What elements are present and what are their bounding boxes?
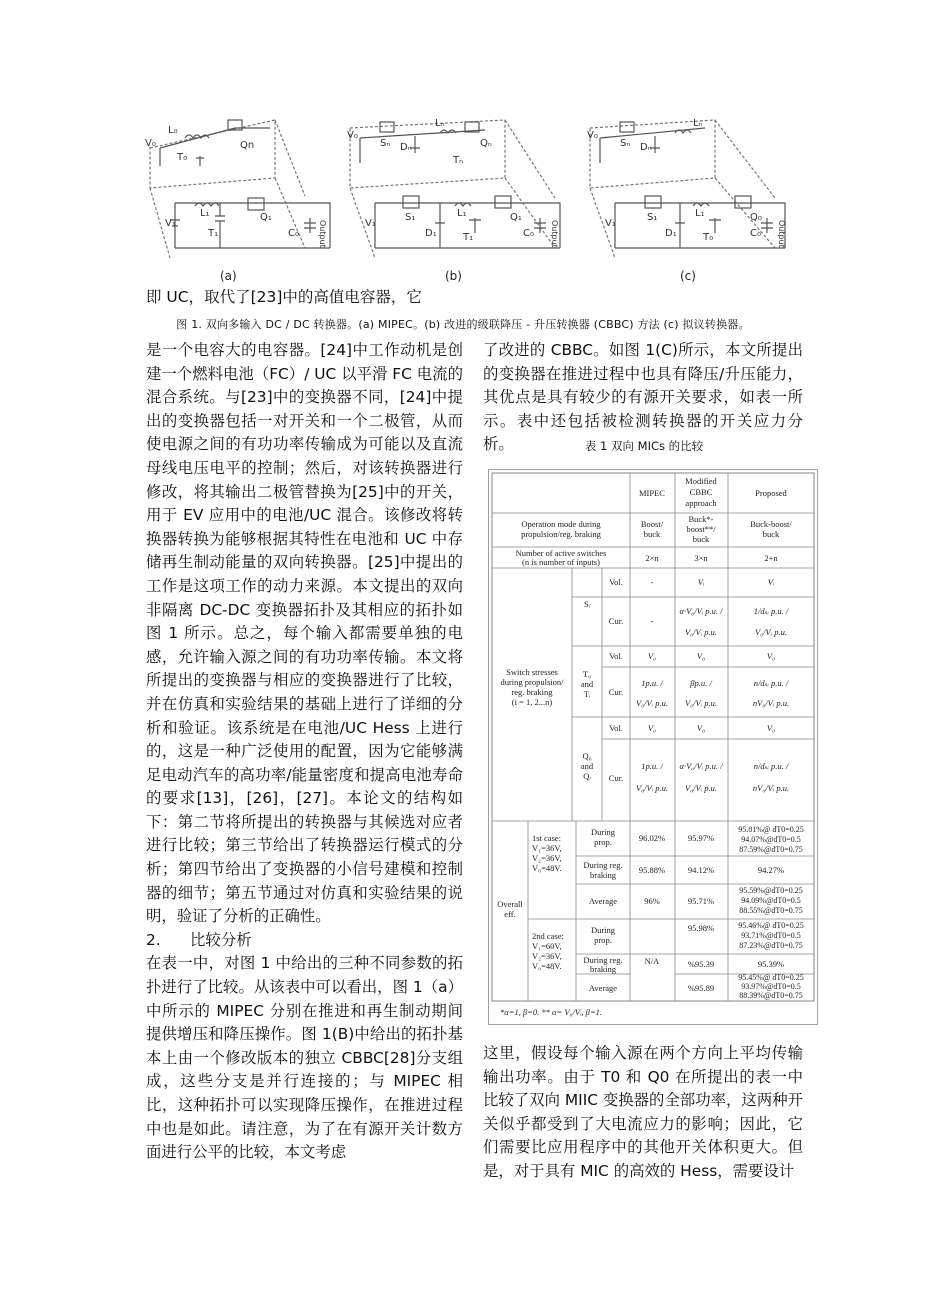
label-c-Ln: Lₙ [693,118,703,129]
op-mode-proposed-2: buck [762,529,780,539]
q-vol-label: Vol. [609,723,623,733]
c2-reg-label-1: During reg. [583,955,623,965]
s-cur-cbbc-1: α·V₀/Vᵢ p.u. / [679,606,723,616]
left-paragraph-2: 在表一中，对图 1 中给出的三种不同参数的拓扑进行了比较。从该表中可以看出，图 1（a）中所示的 MIPEC 分别在推进和再生制动期间提供增压和降压操作。图 1(B)中给出的拓扑基本上由一个修改版本的独立 CBBC[28]分支组成，这些分支是并行连接的；与 MIPEC 相比，这种拓扑可以实现降压操作，在推进过程中也是如此。请注意，为了在有源开关计数方面进行公平的比较，本文考虑 [146,954,463,1162]
active-cbbc: 3×n [694,553,708,563]
s-vol-mipec: - [650,577,654,587]
t-cur-cbbc-1: βp.u. / [690,678,712,688]
label-c-Q0: Q₀ [750,212,762,223]
q-cur-mipec-1: 1p.u. / [641,761,663,771]
header-proposed: Proposed [755,488,787,498]
c1-prop-proposed-3: 87.59%@dT0=0.75 [739,845,803,854]
t-vol-proposed: V₀ [766,651,776,661]
label-b-Q1: Q₁ [510,212,522,223]
comparison-table [488,469,818,1025]
label-a-V1: V₁ [165,218,176,229]
case2-1: 2nd case: [532,931,564,941]
c2-prop-label-2: prop. [594,935,612,945]
op-mode-label-1: Operation mode during [521,519,601,529]
header-cbbc: CBBC [689,487,713,497]
label-c-S1: S₁ [647,212,658,223]
s-vol-proposed: Vᵢ [767,577,775,587]
c2-avg-proposed-3: 88.39%@dT0=0.75 [739,991,803,1000]
c1-prop-label-1: During [590,827,616,837]
figure-1-circuits [140,108,830,288]
op-mode-proposed-1: Buck-boost/ [750,519,792,529]
table-footnote: *α=1, β=0. ** α= V₀/Vᵢ, β=1. [500,1007,603,1017]
t-vol-cbbc: V₀ [696,651,706,661]
op-mode-cbbc-2: boost**/ [686,524,716,534]
c1-avg-proposed-1: 95.59%@dT0=0.25 [739,886,803,895]
label-a-Q1: Q₁ [260,212,272,223]
case2-4: V₀=48V. [532,961,562,971]
s-vol-label: Vol. [609,577,623,587]
header-approach: approach [685,498,717,508]
c2-avg-proposed-1: 95.45%@ dT0=0.25 [738,973,804,982]
label-c-L1: L₁ [695,208,705,219]
label-b-T1: T₁ [463,232,474,243]
group-t-3: Tᵢ [583,689,591,699]
s-cur-mipec: - [650,616,654,626]
overall-2: eff. [504,909,516,919]
c1-avg-label: Average [588,896,618,906]
label-b-Ln: Lₙ [435,118,445,129]
case2-3: V₂=36V, [532,951,562,961]
c2-avg-cbbc: %95.89 [687,983,715,993]
label-b-Dn: Dₙ [400,142,412,153]
c1-prop-proposed-1: 95.81%@ dT0=0.25 [738,825,804,834]
group-t-2: and [580,679,594,689]
c2-prop-cbbc: 95.98% [687,923,715,933]
label-c-C0: C₀ [750,228,761,239]
t-vol-label: Vol. [609,651,623,661]
s-cur-proposed-1: 1/dₛᵢ p.u. / [753,606,789,616]
label-b-Tn: Tₙ [453,155,464,166]
s-cur-label: Cur. [608,616,624,626]
label-a-V0: V₀ [145,138,156,149]
right-paragraph-2: 这里，假设每个输入源在两个方向上平均传输输出功率。由于 T0 和 Q0 在所提出的表一中比较了双向 MIIC 变换器的全部功率，这两种开关似乎都受到了大电流应力的影响；因此，它们需要比应用程序中的其他开关体积更大。但是，对于具有 MIC 的高效的 Hess，需要设计 [483,1044,803,1180]
c1-avg-proposed-2: 94.09%@dT0=0.5 [741,896,801,905]
c1-prop-mipec: 96.02% [638,833,666,843]
c2-prop-label-1: During [590,925,616,935]
c2-reg-cbbc: %95.39 [687,959,715,969]
group-q-2: and [580,761,594,771]
q-vol-cbbc: V₀ [696,723,706,733]
overall-1: Overall [497,899,523,909]
figure-caption: 图 1. 双向多输入 DC / DC 转换器。(a) MIPEC。(b) 改进的级联降压 - 升压转换器 (CBBC) 方法 (c) 拟议转换器。 [176,318,750,331]
c2-prop-proposed-1: 95.46%@ dT0=0.25 [738,921,804,930]
group-q-1: Q₀ [582,751,592,761]
group-t-1: T₀ [582,669,592,679]
right-paragraph-1: 了改进的 CBBC。如图 1(C)所示，本文所提出的变换器在推进过程中也具有降压/升压能力，其优点是具有较少的有源开关要求，如表一所示。表中还包括被检测转换器的开关应力分析。 [483,341,803,454]
label-a-L0: L₀ [168,125,178,136]
t-cur-mipec-1: 1p.u. / [641,678,663,688]
group-q-3: Qᵢ [583,771,591,781]
q-cur-label: Cur. [608,773,624,783]
table-title: 表 1 双向 MICs 的比较 [584,439,704,453]
label-b-D1: D₁ [425,228,437,239]
c1-prop-cbbc: 95.97% [687,833,715,843]
active-mipec: 2×n [645,553,659,563]
left-paragraph-1: 是一个电容大的电容器。[24]中工作动机是创建一个燃料电池（FC）/ UC 以平滑 FC 电流的混合系统。与[23]中的变换器不同，[24]中提出的变换器包括一对开关和一个二极管，从而使电源之间的有功功率传输成为可能以及直流母线电压电平的控制；然后，对该转换器进行修改，将其输出二极管替换为[25]中的开关，用于 EV 应用中的电池/UC 混合。该修改将转换器转换为能够根据其特性在电池和 UC 中存储再生制动能量的双向转换器。[25]中提出的工作是这项工作的动力来源。本文提出的双向非隔离 DC-DC 变换器拓扑及其相应的拓扑如图 1 所示。总之，每个输入都需要单独的电感，允许输入源之间的有功功率传输。本文将所提出的变换器与相应的变换器进行了比较，并在仿真和实验结果的基础上进行了详细的分析和验证。该系统是在电池/UC Hess 上进行的，这是一种广泛使用的配置，因为它能够满足电动汽车的高功率/能量密度和提高电池寿命的要求[13]，[26]，[27]。本论文的结构如下：第二节将所提出的转换器与其候选对应者进行比较；第三节给出了转换器运行模式的分析；第四节给出了变换器的小信号建模和控制器的细节；第五节通过对仿真和实验结果的说明，验证了分析的正确性。 [146,341,463,926]
label-b-S1: S₁ [405,212,416,223]
active-proposed: 2+n [764,553,778,563]
stress-label-2: during propulsion/ [500,677,564,687]
circuit-c [587,118,786,283]
s-cur-cbbc-2: V₀/Vᵢ p.u. [685,627,717,637]
label-c-output: Output [777,220,786,248]
c1-prop-proposed-2: 94.07%@dT0=0.5 [741,835,801,844]
label-b-C0: C₀ [523,228,534,239]
case1-4: V₀=48V. [532,863,562,873]
q-cur-cbbc-1: α·V₀/Vᵢ p.u. / [679,761,723,771]
label-a: (a) [220,269,237,283]
c2-prop-proposed-3: 87.23%@dT0=0.75 [739,941,803,950]
c1-reg-label-1: During reg. [583,860,623,870]
case1-3: V₂=36V, [532,853,562,863]
q-cur-mipec-2: V₀/Vᵢ p.u. [636,783,668,793]
label-b-Qn: Qₙ [480,138,492,149]
stress-label-4: (i = 1, 2...n) [511,697,553,707]
t-cur-cbbc-2: V₀/Vᵢ p.u. [685,698,717,708]
case2-2: V₁=60V, [532,941,562,951]
c2-avg-label: Average [588,983,618,993]
c1-prop-label-2: prop. [594,837,612,847]
case1-1: 1st case: [532,833,562,843]
c2-prop-proposed-2: 93.71%@dT0=0.5 [741,931,801,940]
header-mipec: MIPEC [639,488,665,498]
section-heading: 2. 比较分析 [146,930,252,949]
label-a-T1: T₁ [208,228,219,239]
t-cur-label: Cur. [608,687,624,697]
c1-reg-label-2: braking [590,870,616,880]
op-mode-mipec-1: Boost/ [640,519,664,529]
label-a-T0: T₀ [177,152,188,163]
label-c: (c) [680,269,696,283]
group-s: Sᵢ [583,599,591,609]
header-modified: Modified [685,476,717,486]
q-vol-mipec: V₀ [647,723,657,733]
s-vol-cbbc: Vᵢ [697,577,705,587]
label-c-Sn: Sₙ [620,138,631,149]
c1-avg-mipec: 96% [644,896,660,906]
c1-avg-proposed-3: 88.55%@dT0=0.75 [739,906,803,915]
label-c-Dn: Dₙ [640,142,652,153]
stress-label-1: Switch stresses [506,667,558,677]
c2-reg-proposed: 95.39% [757,959,785,969]
q-cur-proposed-2: nV₀/Vᵢ p.u. [752,783,790,793]
t-cur-proposed-2: nV₀/Vᵢ p.u. [752,698,790,708]
label-a-Qn: Qn [240,140,255,151]
case1-2: V₁=36V, [532,843,562,853]
op-mode-cbbc-1: Buck*- [688,514,714,524]
label-b-L1: L₁ [457,208,467,219]
c1-reg-mipec: 95.88% [638,865,666,875]
c1-reg-cbbc: 94.12% [687,865,715,875]
label-c-V1: V₁ [605,218,616,229]
c2-avg-proposed-2: 93.97%@dT0=0.5 [741,982,801,991]
label-b-Sn: Sₙ [380,138,391,149]
op-mode-mipec-2: buck [643,529,661,539]
label-c-T0: T₀ [703,232,714,243]
active-label-1: Number of active switches [515,548,607,558]
label-a-C0: C₀ [288,228,299,239]
figure-overflow-text: 即 UC，取代了[23]中的高值电容器，它 [146,288,422,306]
label-b-output: Output [550,220,559,248]
t-cur-mipec-2: V₀/Vᵢ p.u. [636,698,668,708]
label-c-V0: V₀ [587,130,598,141]
c1-reg-proposed: 94.27% [757,865,785,875]
active-label-2: (n is number of inputs) [522,557,600,567]
q-vol-proposed: V₀ [766,723,776,733]
c2-reg-label-2: braking [590,964,616,974]
t-vol-mipec: V₀ [647,651,657,661]
s-cur-proposed-2: V₀/Vᵢ p.u. [755,627,787,637]
label-c-D1: D₁ [665,228,677,239]
label-b-V0: V₀ [347,130,358,141]
right-column-bottom [483,1042,803,1184]
q-cur-proposed-1: n/dₛᵢ p.u. / [753,761,789,771]
op-mode-label-2: propulsion/reg. braking [521,529,601,539]
left-column [146,339,463,1165]
circuit-a [145,120,330,283]
label-b: (b) [445,269,462,283]
circuit-b [347,118,560,283]
label-a-output: Output [318,220,327,248]
label-b-V1: V₁ [365,218,376,229]
c1-avg-cbbc: 95.71% [687,896,715,906]
q-cur-cbbc-2: V₀/Vᵢ p.u. [685,783,717,793]
stress-label-3: reg. braking [511,687,553,697]
t-cur-proposed-1: n/dₛᵢ p.u. / [753,678,789,688]
label-a-L1: L₁ [200,208,210,219]
c2-na: N/A [644,956,660,966]
op-mode-cbbc-3: buck [692,534,710,544]
